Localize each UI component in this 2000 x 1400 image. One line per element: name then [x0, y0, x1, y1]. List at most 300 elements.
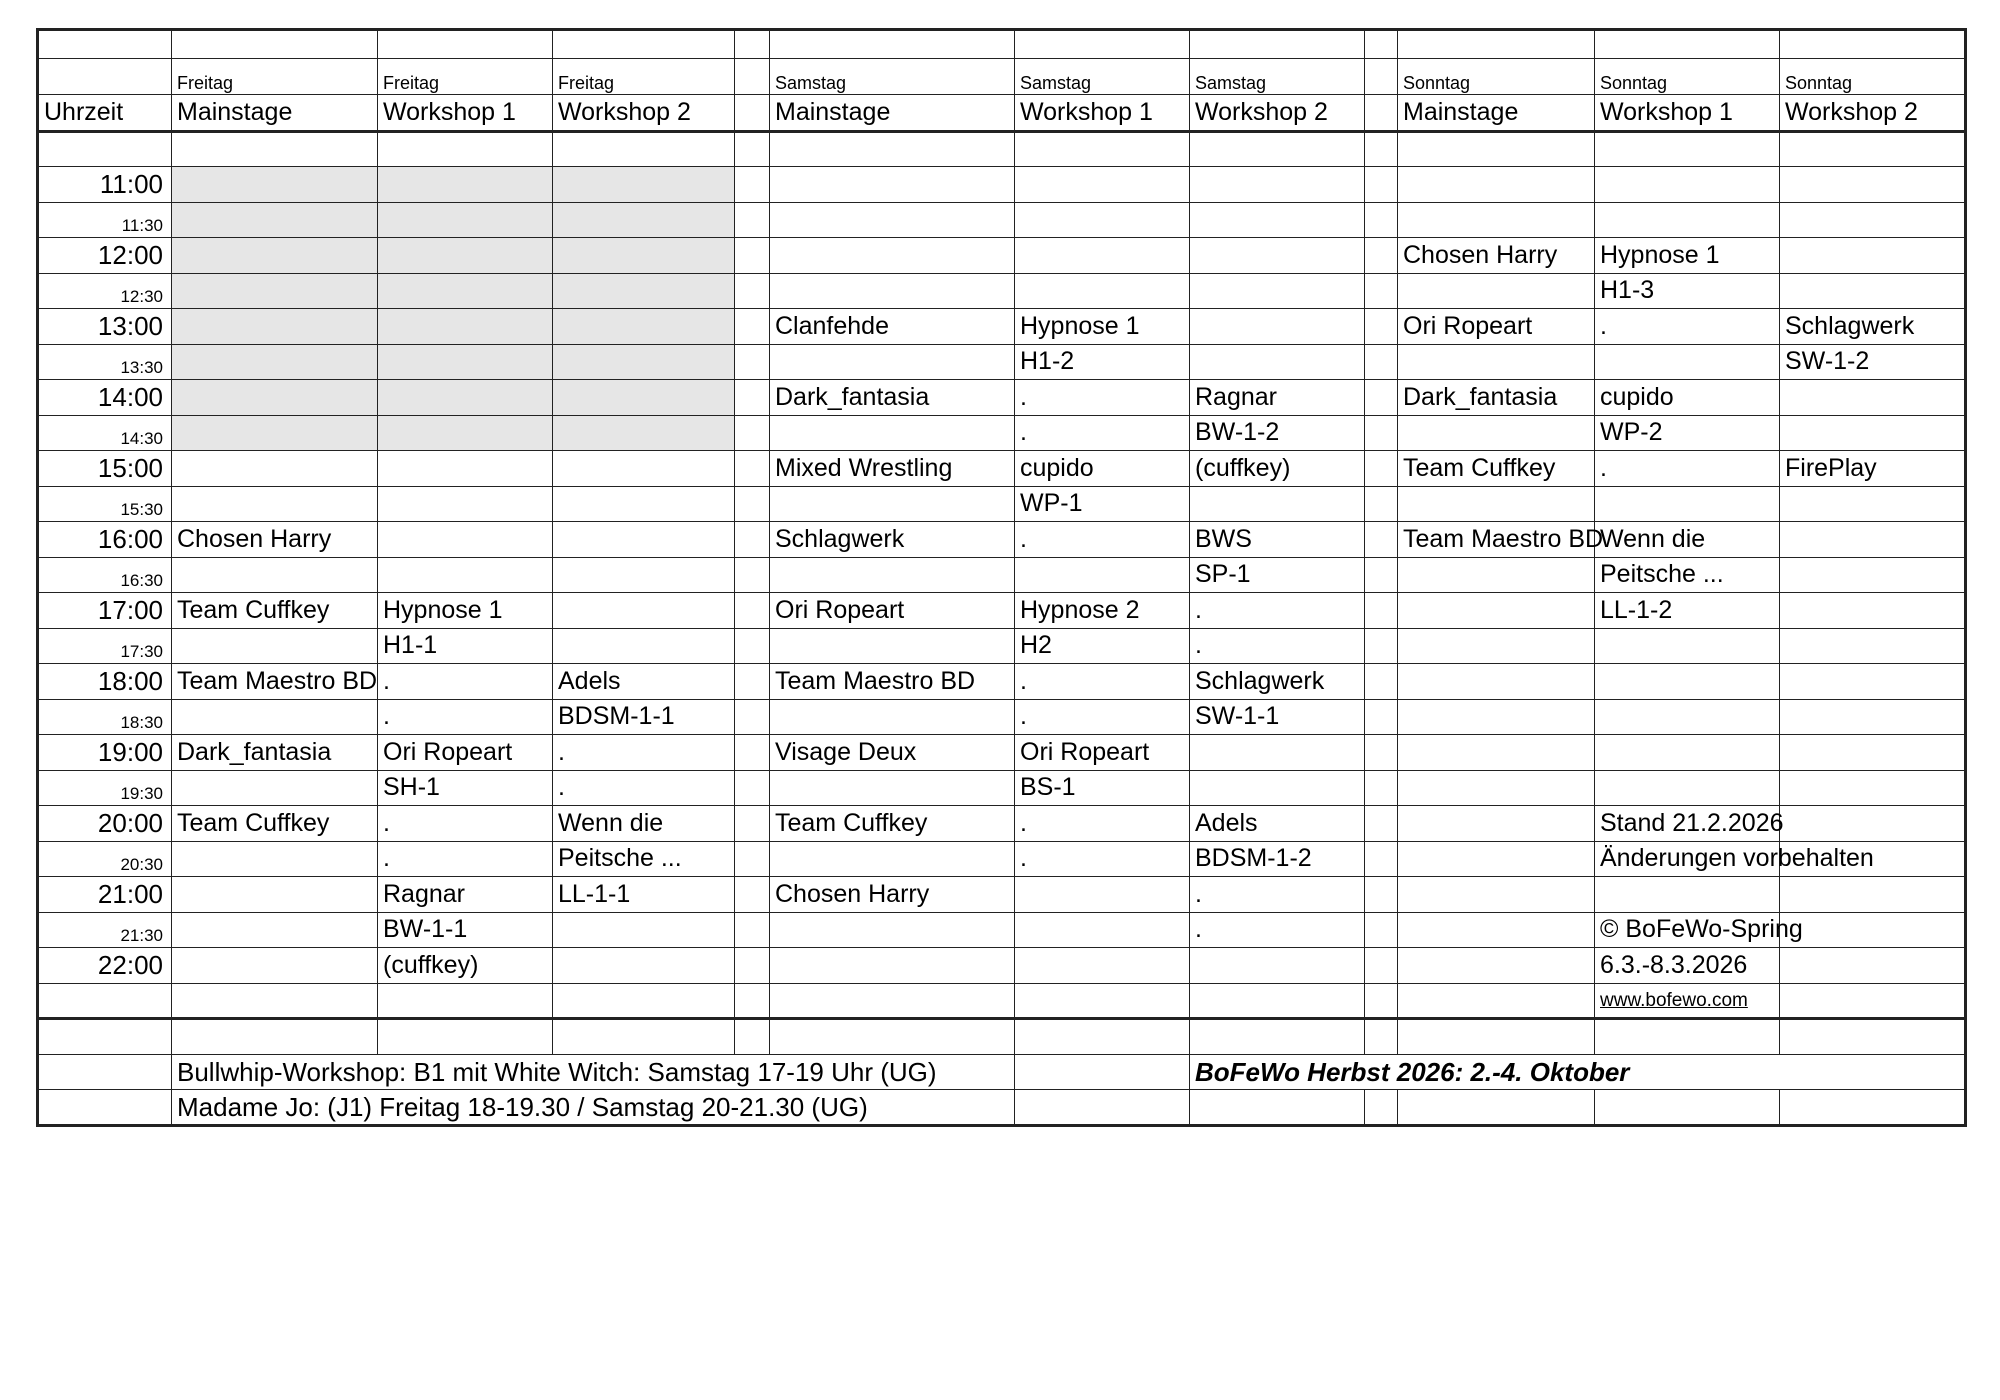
slot-cell	[378, 167, 553, 203]
time-cell: 12:00	[38, 238, 172, 274]
time-slot-row	[38, 593, 1966, 629]
slot-cell: SW-1-2	[1780, 344, 1966, 380]
stage-header: Workshop 1	[1015, 94, 1190, 131]
slot-cell	[553, 344, 735, 380]
slot-cell	[378, 202, 553, 238]
slot-cell: H1-2	[1015, 344, 1190, 380]
time-slot-row	[38, 948, 1966, 984]
slot-cell	[378, 344, 553, 380]
slot-cell	[1190, 309, 1365, 345]
website-link[interactable]: www.bofewo.com	[1595, 983, 1780, 1019]
day-cell: Freitag	[553, 59, 735, 95]
spacer-cell	[735, 948, 770, 984]
time-cell: 16:30	[38, 557, 172, 593]
spacer-cell	[1365, 380, 1398, 416]
slot-cell	[1595, 735, 1780, 771]
spacer-cell	[1365, 415, 1398, 451]
time-cell: 15:00	[38, 451, 172, 487]
slot-cell: Peitsche ...	[553, 841, 735, 877]
slot-cell: Schlagwerk	[770, 522, 1015, 558]
slot-cell: .	[1015, 522, 1190, 558]
slot-cell	[1398, 344, 1595, 380]
slot-cell	[770, 202, 1015, 238]
slot-cell: BDSM-1-2	[1190, 841, 1365, 877]
slot-cell	[172, 770, 378, 806]
slot-cell: .	[378, 699, 553, 735]
slot-cell	[1780, 628, 1966, 664]
slot-cell: Team Maestro BD	[770, 664, 1015, 700]
slot-cell	[1398, 202, 1595, 238]
slot-cell: .	[1015, 806, 1190, 842]
spacer-cell	[735, 202, 770, 238]
slot-cell: Wenn die	[1595, 522, 1780, 558]
slot-cell	[1190, 735, 1365, 771]
slot-cell	[553, 948, 735, 984]
slot-cell	[172, 451, 378, 487]
blank-row	[38, 131, 1966, 167]
slot-cell: Ori Ropeart	[378, 735, 553, 771]
slot-cell: Adels	[553, 664, 735, 700]
slot-cell	[553, 202, 735, 238]
slot-cell: SW-1-1	[1190, 699, 1365, 735]
slot-cell	[1190, 948, 1365, 984]
slot-cell: .	[1015, 664, 1190, 700]
slot-cell	[1015, 912, 1190, 948]
spacer-cell	[1365, 593, 1398, 629]
slot-cell	[1595, 344, 1780, 380]
slot-cell	[1780, 664, 1966, 700]
spacer-cell	[1365, 806, 1398, 842]
slot-cell: H1-3	[1595, 273, 1780, 309]
slot-cell: SP-1	[1190, 557, 1365, 593]
madame-note: Madame Jo: (J1) Freitag 18-19.30 / Samstag 20-21.30 (UG)	[172, 1090, 1015, 1126]
time-cell: 13:30	[38, 344, 172, 380]
slot-cell	[553, 451, 735, 487]
slot-cell	[1190, 273, 1365, 309]
slot-cell	[1595, 628, 1780, 664]
spacer-cell	[1365, 912, 1398, 948]
slot-cell	[553, 557, 735, 593]
slot-cell: .	[1190, 628, 1365, 664]
slot-cell	[378, 238, 553, 274]
slot-cell: BWS	[1190, 522, 1365, 558]
slot-cell: Peitsche ...	[1595, 557, 1780, 593]
slot-cell	[172, 912, 378, 948]
slot-cell	[1595, 770, 1780, 806]
slot-cell: WP-2	[1595, 415, 1780, 451]
day-cell: Samstag	[1015, 59, 1190, 95]
slot-cell	[1015, 557, 1190, 593]
slot-cell: BW-1-1	[378, 912, 553, 948]
spacer-cell	[735, 877, 770, 913]
slot-cell	[1190, 167, 1365, 203]
day-cell: Sonntag	[1595, 59, 1780, 95]
slot-cell: FirePlay	[1780, 451, 1966, 487]
slot-cell	[770, 238, 1015, 274]
website-row	[38, 983, 1966, 1019]
slot-cell	[1190, 770, 1365, 806]
slot-cell	[1595, 699, 1780, 735]
spacer-cell	[1365, 167, 1398, 203]
time-slot-row	[38, 167, 1966, 203]
slot-cell: .	[1015, 380, 1190, 416]
time-cell: 21:00	[38, 877, 172, 913]
slot-cell: .	[378, 841, 553, 877]
slot-cell	[553, 167, 735, 203]
spacer-cell	[735, 593, 770, 629]
stage-spacer	[735, 94, 770, 131]
slot-cell	[1190, 344, 1365, 380]
time-slot-row	[38, 344, 1966, 380]
stage-header: Mainstage	[770, 94, 1015, 131]
slot-cell: BDSM-1-1	[553, 699, 735, 735]
slot-cell	[1398, 557, 1595, 593]
slot-cell: Änderungen vorbehalten	[1595, 841, 1780, 877]
slot-cell: 6.3.-8.3.2026	[1595, 948, 1780, 984]
slot-cell	[553, 912, 735, 948]
slot-cell: .	[378, 664, 553, 700]
slot-cell	[1780, 770, 1966, 806]
spacer-cell	[735, 628, 770, 664]
slot-cell	[172, 841, 378, 877]
spacer-cell	[1365, 948, 1398, 984]
slot-cell: cupido	[1595, 380, 1780, 416]
slot-cell	[1780, 699, 1966, 735]
time-slot-row	[38, 557, 1966, 593]
herbst-note: BoFeWo Herbst 2026: 2.-4. Oktober	[1190, 1054, 1966, 1090]
slot-cell: Team Cuffkey	[1398, 451, 1595, 487]
slot-cell	[1398, 699, 1595, 735]
slot-cell	[553, 593, 735, 629]
slot-cell: Stand 21.2.2026	[1595, 806, 1780, 842]
day-cell: Samstag	[770, 59, 1015, 95]
slot-cell	[1398, 841, 1595, 877]
slot-cell: Team Cuffkey	[172, 593, 378, 629]
slot-cell: SH-1	[378, 770, 553, 806]
slot-cell	[553, 628, 735, 664]
slot-cell	[770, 770, 1015, 806]
slot-cell	[1015, 948, 1190, 984]
time-slot-row	[38, 486, 1966, 522]
spacer-cell	[735, 415, 770, 451]
spacer-cell	[1365, 344, 1398, 380]
spacer-cell	[735, 522, 770, 558]
spacer-cell	[1365, 628, 1398, 664]
spacer-cell	[735, 806, 770, 842]
slot-cell: .	[1190, 593, 1365, 629]
spacer-cell	[1365, 238, 1398, 274]
schedule-sheet	[36, 28, 1967, 1127]
slot-cell	[1015, 167, 1190, 203]
slot-cell	[1398, 273, 1595, 309]
stage-header: Mainstage	[172, 94, 378, 131]
spacer-cell	[735, 735, 770, 771]
day-spacer	[1365, 59, 1398, 95]
slot-cell	[770, 948, 1015, 984]
slot-cell: (cuffkey)	[378, 948, 553, 984]
time-slot-row	[38, 806, 1966, 842]
slot-cell: Ragnar	[1190, 380, 1365, 416]
stage-header: Mainstage	[1398, 94, 1595, 131]
slot-cell	[1398, 877, 1595, 913]
spacer-cell	[735, 167, 770, 203]
slot-cell	[378, 451, 553, 487]
slot-cell: .	[1015, 699, 1190, 735]
slot-cell	[378, 309, 553, 345]
spacer-cell	[1365, 273, 1398, 309]
slot-cell	[1015, 877, 1190, 913]
spacer-cell	[735, 912, 770, 948]
time-slot-row	[38, 309, 1966, 345]
time-slot-row	[38, 664, 1966, 700]
slot-cell	[770, 486, 1015, 522]
slot-cell: BW-1-2	[1190, 415, 1365, 451]
spacer-cell	[735, 770, 770, 806]
slot-cell	[1398, 628, 1595, 664]
slot-cell: Ori Ropeart	[1015, 735, 1190, 771]
slot-cell	[1780, 380, 1966, 416]
time-slot-row	[38, 735, 1966, 771]
spacer-cell	[1365, 486, 1398, 522]
time-slot-row	[38, 415, 1966, 451]
slot-cell	[172, 167, 378, 203]
spacer-cell	[735, 344, 770, 380]
slot-cell	[770, 167, 1015, 203]
time-slot-row	[38, 238, 1966, 274]
time-slot-row	[38, 628, 1966, 664]
slot-cell: Chosen Harry	[770, 877, 1015, 913]
spacer-cell	[1365, 522, 1398, 558]
slot-cell	[172, 202, 378, 238]
slot-cell	[770, 912, 1015, 948]
stage-header: Workshop 2	[553, 94, 735, 131]
slot-cell	[378, 486, 553, 522]
stage-header: Workshop 2	[1190, 94, 1365, 131]
spacer-cell	[1365, 664, 1398, 700]
footer-row-2	[38, 1090, 1966, 1126]
slot-cell: .	[1190, 877, 1365, 913]
spacer-cell	[735, 699, 770, 735]
slot-cell	[172, 273, 378, 309]
slot-cell	[770, 344, 1015, 380]
stage-row	[38, 94, 1966, 131]
time-cell: 19:00	[38, 735, 172, 771]
schedule-table	[36, 28, 1967, 1127]
slot-cell	[1780, 273, 1966, 309]
slot-cell	[770, 557, 1015, 593]
slot-cell: (cuffkey)	[1190, 451, 1365, 487]
time-slot-row	[38, 877, 1966, 913]
slot-cell: Hypnose 2	[1015, 593, 1190, 629]
slot-cell: Team Cuffkey	[172, 806, 378, 842]
slot-cell	[172, 486, 378, 522]
slot-cell	[1780, 486, 1966, 522]
stage-header: Workshop 2	[1780, 94, 1966, 131]
slot-cell	[1398, 593, 1595, 629]
spacer-cell	[735, 380, 770, 416]
slot-cell	[172, 557, 378, 593]
time-slot-row	[38, 273, 1966, 309]
time-slot-row	[38, 770, 1966, 806]
slot-cell	[1015, 238, 1190, 274]
slot-cell	[1398, 664, 1595, 700]
slot-cell: Hypnose 1	[378, 593, 553, 629]
time-slot-row	[38, 912, 1966, 948]
spacer-cell	[1365, 735, 1398, 771]
time-cell: 12:30	[38, 273, 172, 309]
bullwhip-note: Bullwhip-Workshop: B1 mit White Witch: Samstag 17-19 Uhr (UG)	[172, 1054, 1015, 1090]
slot-cell	[1780, 557, 1966, 593]
time-slot-row	[38, 380, 1966, 416]
time-slot-row	[38, 841, 1966, 877]
slot-cell	[1398, 486, 1595, 522]
slot-cell: Chosen Harry	[1398, 238, 1595, 274]
spacer-cell	[1365, 202, 1398, 238]
slot-cell	[1780, 877, 1966, 913]
slot-cell	[1780, 806, 1966, 842]
slot-cell: Wenn die	[553, 806, 735, 842]
slot-cell	[1398, 806, 1595, 842]
slot-cell	[770, 628, 1015, 664]
time-slot-row	[38, 451, 1966, 487]
time-slot-row	[38, 522, 1966, 558]
slot-cell	[172, 344, 378, 380]
slot-cell: Chosen Harry	[172, 522, 378, 558]
slot-cell: WP-1	[1015, 486, 1190, 522]
time-cell: 14:00	[38, 380, 172, 416]
slot-cell	[553, 309, 735, 345]
slot-cell: Ori Ropeart	[770, 593, 1015, 629]
time-cell: 18:30	[38, 699, 172, 735]
slot-cell: BS-1	[1015, 770, 1190, 806]
slot-cell: Hypnose 1	[1015, 309, 1190, 345]
day-row	[38, 59, 1966, 95]
slot-cell: Adels	[1190, 806, 1365, 842]
time-cell: 20:30	[38, 841, 172, 877]
slot-cell	[172, 415, 378, 451]
slot-cell	[1780, 202, 1966, 238]
time-cell: 17:30	[38, 628, 172, 664]
slot-cell	[1595, 167, 1780, 203]
slot-cell	[172, 877, 378, 913]
top-blank-row	[38, 30, 1966, 59]
slot-cell	[1780, 238, 1966, 274]
slot-cell	[378, 415, 553, 451]
spacer-cell	[735, 841, 770, 877]
slot-cell: .	[1595, 309, 1780, 345]
slot-cell	[770, 699, 1015, 735]
time-cell: 20:00	[38, 806, 172, 842]
slot-cell: Schlagwerk	[1780, 309, 1966, 345]
spacer-cell	[735, 273, 770, 309]
spacer-cell	[1365, 451, 1398, 487]
slot-cell	[1398, 770, 1595, 806]
slot-cell: Team Maestro BD	[172, 664, 378, 700]
slot-cell: Dark_fantasia	[172, 735, 378, 771]
spacer-cell	[735, 451, 770, 487]
slot-cell	[172, 380, 378, 416]
slot-cell	[378, 273, 553, 309]
slot-cell: H2	[1015, 628, 1190, 664]
spacer-cell	[1365, 770, 1398, 806]
time-cell: 17:00	[38, 593, 172, 629]
slot-cell	[1190, 202, 1365, 238]
slot-cell: Hypnose 1	[1595, 238, 1780, 274]
slot-cell	[1780, 593, 1966, 629]
day-time-spacer	[38, 59, 172, 95]
slot-cell: Mixed Wrestling	[770, 451, 1015, 487]
slot-cell	[172, 309, 378, 345]
slot-cell	[553, 380, 735, 416]
stage-spacer	[1365, 94, 1398, 131]
day-cell: Sonntag	[1780, 59, 1966, 95]
slot-cell: LL-1-2	[1595, 593, 1780, 629]
stage-header: Workshop 1	[378, 94, 553, 131]
slot-cell	[1595, 664, 1780, 700]
slot-cell: Dark_fantasia	[1398, 380, 1595, 416]
spacer-cell	[1365, 841, 1398, 877]
slot-cell: Visage Deux	[770, 735, 1015, 771]
time-cell: 22:00	[38, 948, 172, 984]
slot-cell: Team Cuffkey	[770, 806, 1015, 842]
slot-cell	[553, 522, 735, 558]
slot-cell	[1780, 522, 1966, 558]
schedule-body	[38, 30, 1966, 1126]
slot-cell	[1398, 415, 1595, 451]
slot-cell: .	[1015, 841, 1190, 877]
slot-cell	[770, 415, 1015, 451]
time-cell: 19:30	[38, 770, 172, 806]
time-cell: 18:00	[38, 664, 172, 700]
spacer-cell	[735, 486, 770, 522]
slot-cell: LL-1-1	[553, 877, 735, 913]
slot-cell: .	[553, 735, 735, 771]
slot-cell	[172, 699, 378, 735]
spacer-cell	[1365, 699, 1398, 735]
slot-cell	[770, 273, 1015, 309]
slot-cell: Ragnar	[378, 877, 553, 913]
time-slot-row	[38, 699, 1966, 735]
slot-cell	[172, 628, 378, 664]
slot-cell	[770, 841, 1015, 877]
slot-cell	[378, 380, 553, 416]
slot-cell	[1398, 912, 1595, 948]
slot-cell	[553, 486, 735, 522]
spacer-cell	[1365, 877, 1398, 913]
day-spacer	[735, 59, 770, 95]
slot-cell	[1015, 202, 1190, 238]
time-cell: 11:30	[38, 202, 172, 238]
slot-cell: Team Maestro BD	[1398, 522, 1595, 558]
time-cell: 13:00	[38, 309, 172, 345]
spacer-cell	[1365, 309, 1398, 345]
spacer-cell	[735, 664, 770, 700]
time-slot-row	[38, 202, 1966, 238]
slot-cell	[172, 948, 378, 984]
slot-cell	[1190, 486, 1365, 522]
slot-cell	[553, 238, 735, 274]
slot-cell	[378, 522, 553, 558]
slot-cell: cupido	[1015, 451, 1190, 487]
slot-cell	[172, 238, 378, 274]
day-cell: Freitag	[378, 59, 553, 95]
time-cell: 11:00	[38, 167, 172, 203]
slot-cell	[1780, 735, 1966, 771]
slot-cell: .	[1190, 912, 1365, 948]
slot-cell	[1780, 948, 1966, 984]
time-cell: 14:30	[38, 415, 172, 451]
slot-cell	[378, 557, 553, 593]
